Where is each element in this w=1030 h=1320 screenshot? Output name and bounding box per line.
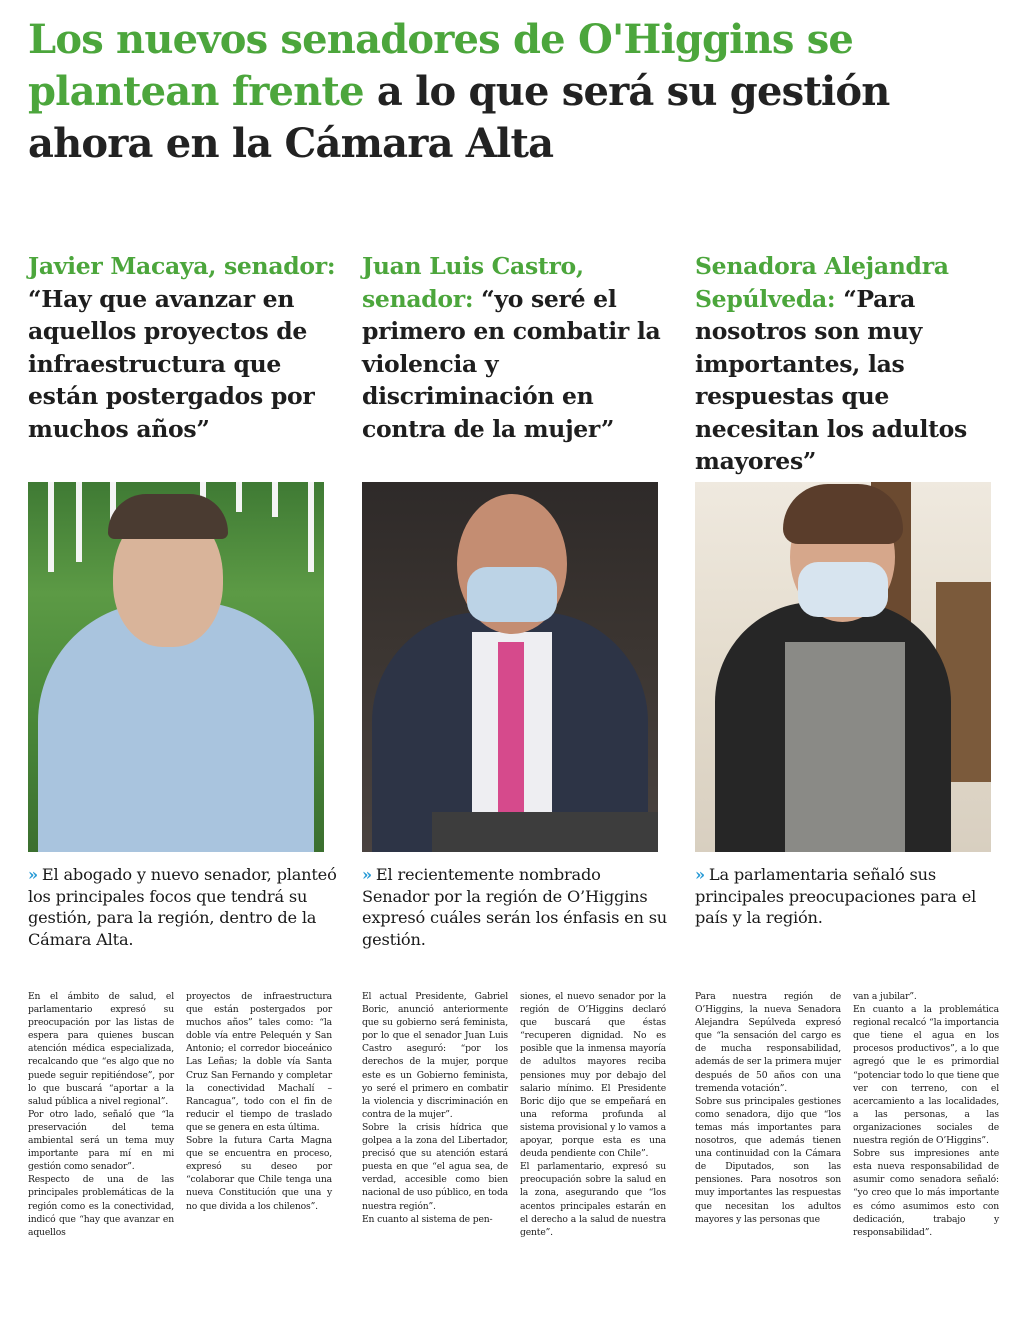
caption-text: La parlamentaria señaló sus principales preocupaciones para el país y la región. bbox=[695, 865, 977, 927]
profile-name: Juan Luis Castro, senador: bbox=[362, 252, 584, 313]
profile-subheading bbox=[28, 250, 338, 482]
body-paragraph: En cuanto al sistema de pen- bbox=[362, 1213, 493, 1225]
body-column bbox=[520, 990, 666, 1239]
profile-sepulveda bbox=[695, 250, 1005, 984]
photo-macaya bbox=[28, 482, 324, 852]
body-column bbox=[695, 990, 841, 1239]
photo-sepulveda bbox=[695, 482, 991, 852]
body-paragraph: Sobre sus principales gestiones como senadora, dijo que “los temas más importantes para nosotros, que además tienen una continuidad con la Cámara de Diputados, son las pensiones. Para nosotros son muy importantes las respuestas que necesitan los adultos mayores y las personas que bbox=[695, 1095, 841, 1225]
body-paragraph: El parlamentario, expresó su preocupación sobre la salud en la zona, asegurando que “los acentos principales estarán en el derecho a la salud de nuestra gente”. bbox=[520, 1161, 666, 1238]
body-paragraph: siones, el nuevo senador por la región de O’Higgins declaró que buscará que éstas “recuperen dignidad. No es posible que la inmensa mayoría de adultos mayores reciba pensiones muy por debajo del salario mínimo. El Presidente Boric dijo que se empeñará en una reforma profunda al sistema provisional y lo vamos a apoyar, porque esta es una deuda pendiente con Chile”. bbox=[520, 991, 666, 1160]
body-text-castro bbox=[362, 990, 666, 1239]
body-text-sepulveda bbox=[695, 990, 999, 1239]
body-paragraph: En cuanto a la problemática regional recalcó “la importancia que tiene el agua en los procesos productivos”, a lo que agregó que le es primordial “potenciar todo lo que tiene que ver con terreno, con el acercamiento a las localidades, a las personas, a las organizaciones sociales de nuestra región de O’Higgins”. bbox=[853, 1004, 999, 1147]
profile-name: Senadora Alejandra Sepúlveda: bbox=[695, 252, 949, 313]
headline-rest: a lo que será su gestión ahora en la Cámara Alta bbox=[28, 68, 890, 167]
profile-subheading bbox=[362, 250, 672, 482]
body-text-macaya bbox=[28, 990, 332, 1239]
body-paragraph: van a jubilar”. bbox=[853, 991, 917, 1002]
caption-text: El abogado y nuevo senador, planteó los principales focos que tendrá su gestión, para la región, dentro de la Cámara Alta. bbox=[28, 865, 337, 949]
body-paragraph: Para nuestra región de O’Higgins, la nueva Senadora Alejandra Sepúlveda expresó que “la sensación del cargo es de mucha responsabilidad, además de ser la primera mujer después de 50 años con una tremenda votación”. bbox=[695, 991, 841, 1094]
photo-caption bbox=[362, 864, 672, 984]
profile-name: Javier Macaya, senador: bbox=[28, 252, 336, 280]
body-paragraph: Sobre la crisis hídrica que golpea a la zona del Libertador, precisó que su atención estará puesta en que “el agua sea, de verdad, accesible como bien nacional de uso público, en toda nuestra región”. bbox=[362, 1121, 508, 1212]
profile-quote: “Hay que avanzar en aquellos proyectos de infraestructura que están postergados por muchos años” bbox=[28, 284, 315, 443]
profile-castro bbox=[362, 250, 672, 984]
profile-subheading bbox=[695, 250, 1005, 482]
body-paragraph: El actual Presidente, Gabriel Boric, anunció anteriormente que su gobierno será feminista, por lo que el senador Juan Luis Castro aseguró: “por los derechos de la mujer, porque este es un Gobierno feminista, yo seré el primero en combatir la violencia y discriminación en contra de la mujer”. bbox=[362, 991, 508, 1120]
profile-quote: “Para nosotros son muy importantes, las respuestas que necesitan los adultos mayores” bbox=[695, 284, 967, 475]
page-headline bbox=[28, 14, 988, 170]
body-paragraph: proyectos de infraestructura que están postergados por muchos años” tales como: “la doble vía entre Pelequén y San Antonio; el corredor bioceánico Las Leñas; la doble vía Santa Cruz San Fernando y completar la conectividad Machalí – Rancagua”, todo con el fin de reducir el tiempo de traslado que se genera en esta última. bbox=[186, 991, 332, 1133]
body-paragraph: En el ámbito de salud, el parlamentario expresó su preocupación por las listas de espera para quienes buscan atención médica especializada, recalcando que “es algo que no puede seguir repitiéndose”, por lo que buscará “aportar a la salud pública a nivel regional”. bbox=[28, 991, 174, 1107]
caption-marker-icon: » bbox=[362, 865, 372, 884]
photo-caption bbox=[28, 864, 338, 984]
caption-marker-icon: » bbox=[28, 865, 38, 884]
headline-highlight: Los nuevos senadores de O'Higgins se plantean frente bbox=[28, 16, 854, 115]
body-paragraph: Por otro lado, señaló que “la preservación del tema ambiental será un tema muy importante para mí en mi gestión como senador”. bbox=[28, 1108, 174, 1173]
body-column bbox=[186, 990, 332, 1239]
caption-marker-icon: » bbox=[695, 865, 705, 884]
caption-text: El recientemente nombrado Senador por la región de O’Higgins expresó cuáles serán los énfasis en su gestión. bbox=[362, 865, 668, 949]
profile-quote: “yo seré el primero en combatir la violencia y discriminación en contra de la mujer” bbox=[362, 284, 661, 443]
body-paragraph: Respecto de una de las principales problemáticas de la región como es la conectividad, indicó que “hay que avanzar en aquellos bbox=[28, 1174, 174, 1238]
profile-macaya bbox=[28, 250, 338, 984]
body-column bbox=[853, 990, 999, 1239]
photo-caption bbox=[695, 864, 1005, 984]
body-column bbox=[28, 990, 174, 1239]
body-paragraph: Sobre la futura Carta Magna que se encuentra en proceso, expresó su deseo por “colaborar que Chile tenga una nueva Constitución que una y no que divida a los chilenos”. bbox=[186, 1135, 332, 1212]
body-paragraph: Sobre sus impresiones ante esta nueva responsabilidad de asumir como senadora señaló: “yo creo que lo más importante es cómo asumimos esto con dedicación, trabajo y responsabilidad”. bbox=[853, 1148, 999, 1238]
photo-castro bbox=[362, 482, 658, 852]
body-column bbox=[362, 990, 508, 1239]
